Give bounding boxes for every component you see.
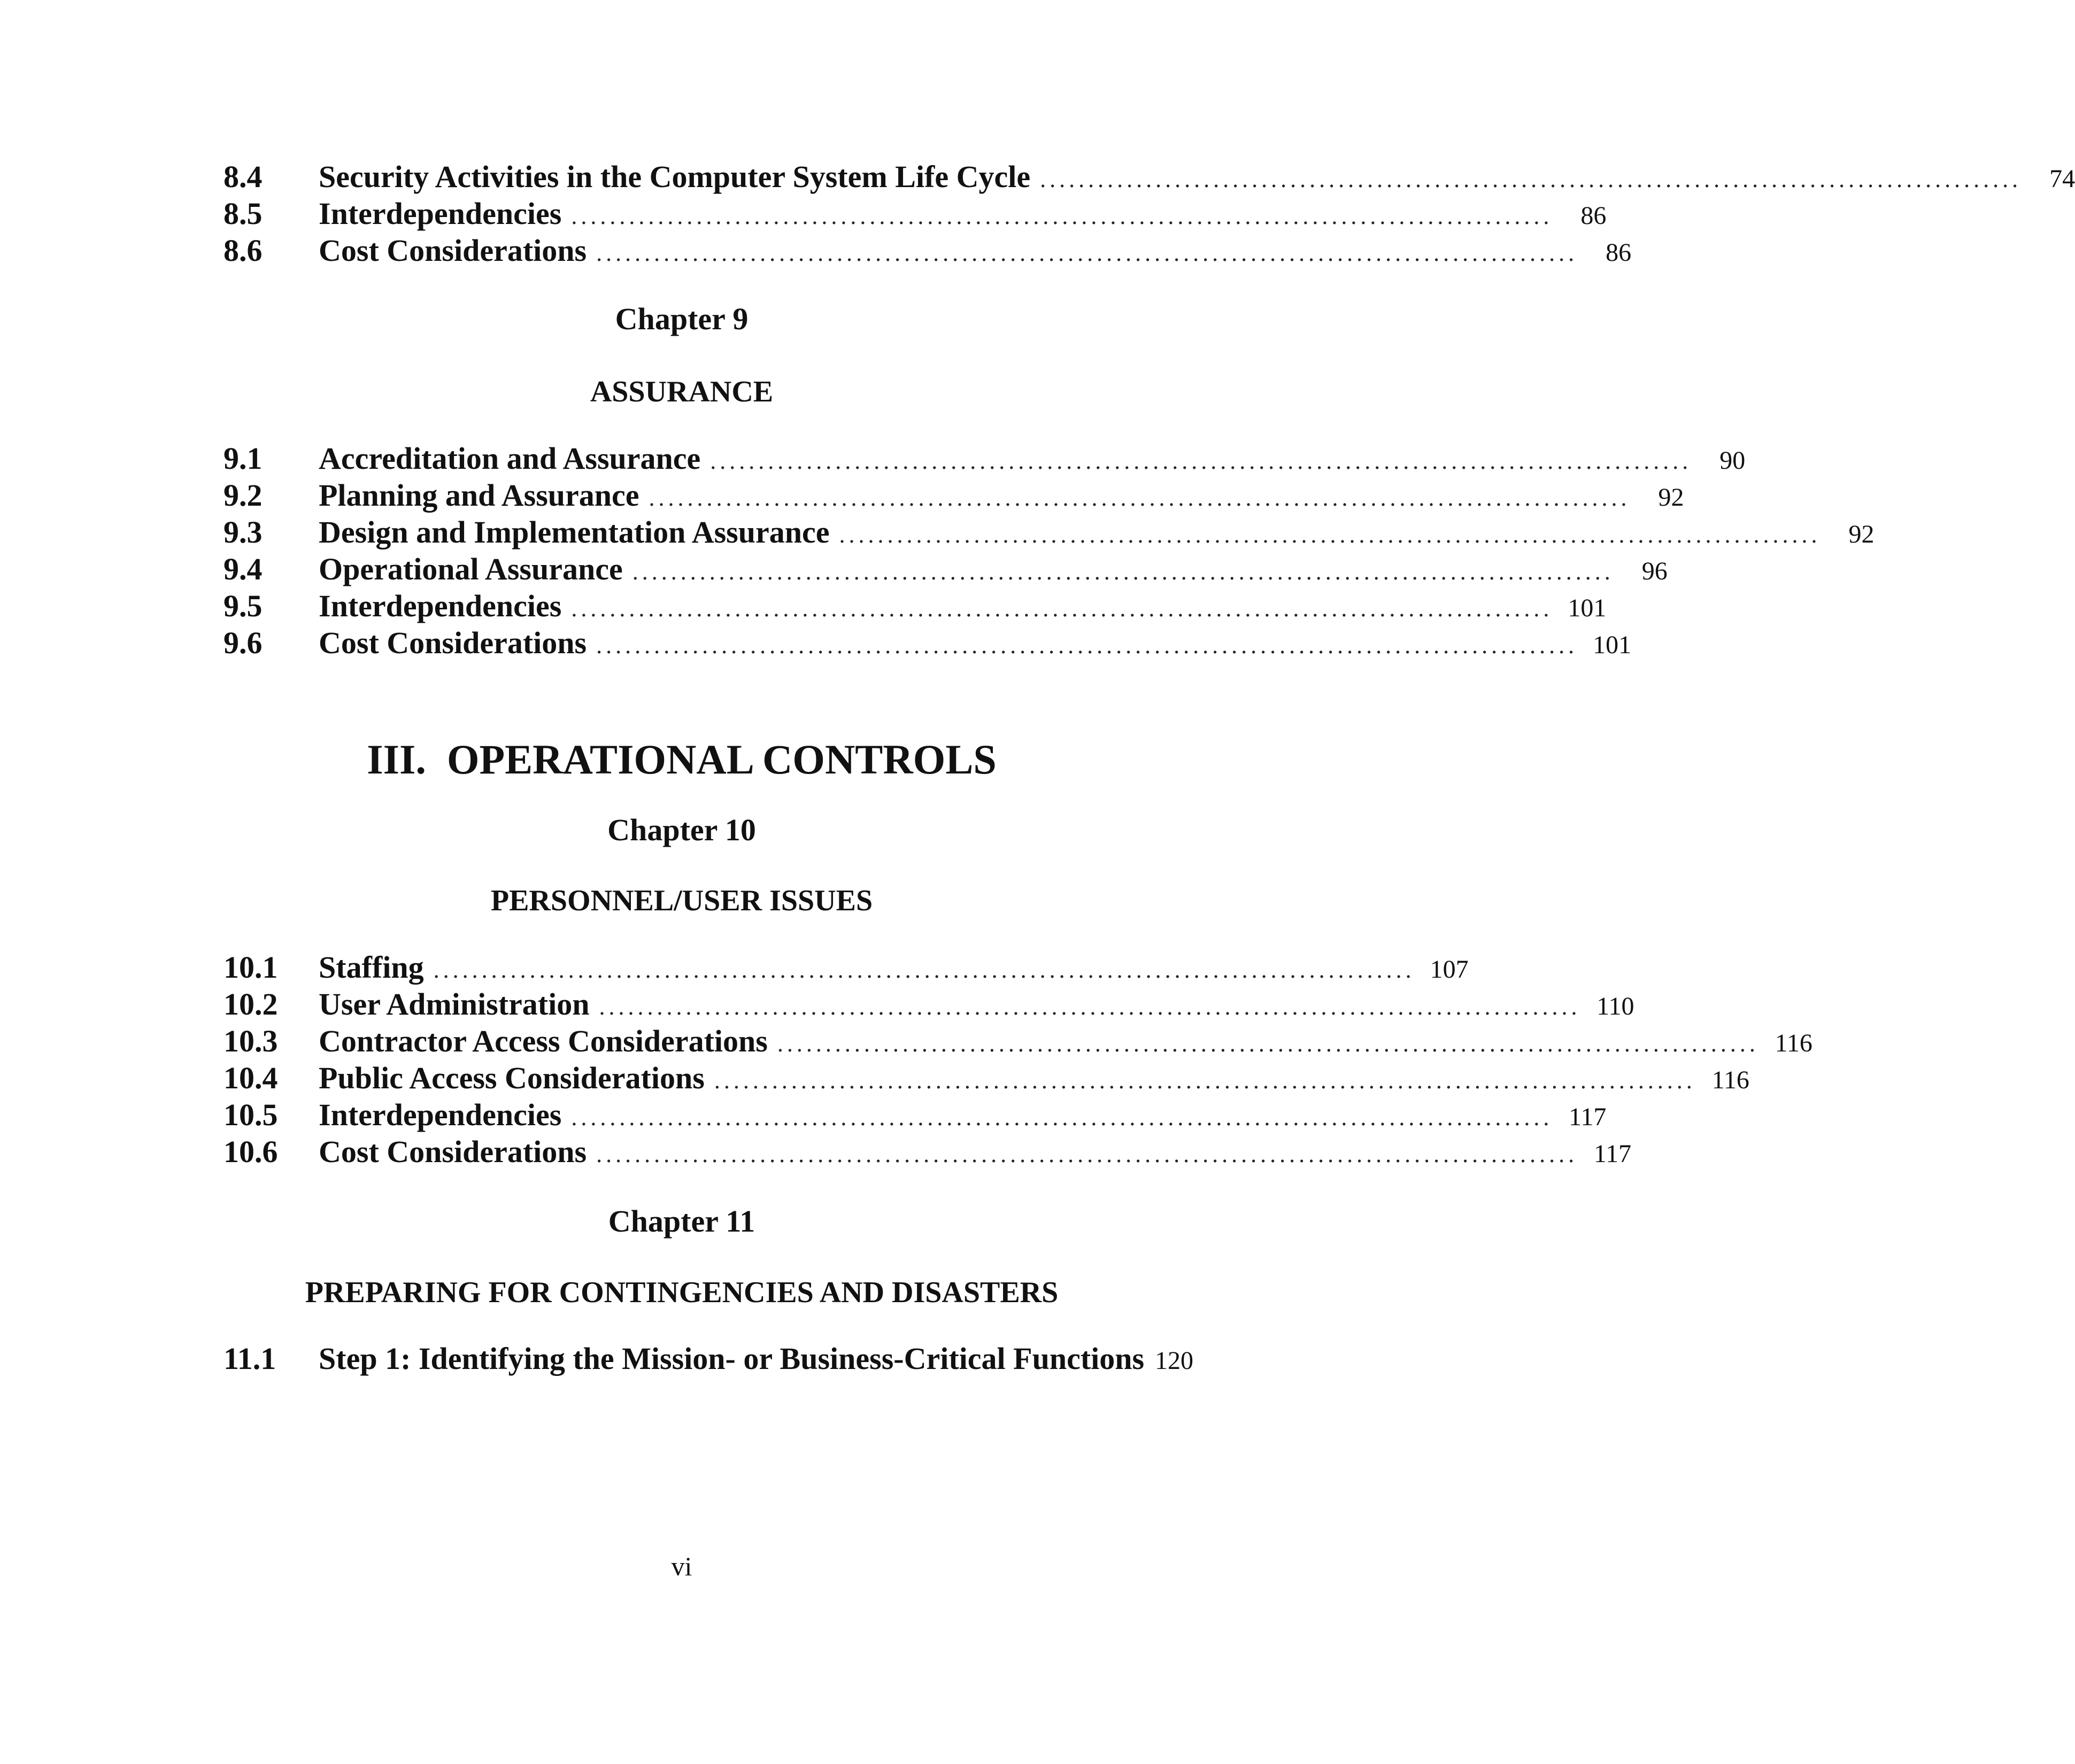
section-number: 9.1 [223, 441, 263, 476]
section-number: 10.4 [223, 1061, 278, 1095]
section-number: 8.6 [223, 233, 263, 268]
dot-leader: ...................................................................................................... [632, 559, 1614, 585]
dot-leader: ...................................................................................................... [1040, 166, 2022, 192]
section-title: Interdependencies [319, 589, 562, 623]
page-ref: 86 [1580, 202, 1607, 230]
page-ref: 117 [1569, 1103, 1607, 1131]
section-title: Accreditation and Assurance [319, 441, 701, 476]
dot-leader: ...................................................................................................... [433, 957, 1415, 983]
section-title: Interdependencies [319, 196, 562, 231]
page-ref: 96 [1641, 557, 1668, 585]
section-number: 9.5 [223, 589, 263, 623]
page-ref: 101 [1568, 594, 1607, 622]
section-number: 10.2 [223, 987, 278, 1022]
section-title: Planning and Assurance [319, 478, 639, 513]
dot-leader: ...................................................................................................... [596, 240, 1578, 266]
page-ref: 86 [1606, 238, 1632, 267]
toc-entry-9-1[interactable] [223, 440, 1746, 477]
section-title: Cost Considerations [319, 233, 587, 268]
page-number: vi [671, 1551, 692, 1581]
section-title: Cost Considerations [319, 1134, 587, 1169]
toc-entry-8-5[interactable] [223, 195, 1607, 233]
toc-entry-9-6[interactable] [223, 624, 1632, 662]
section-number: 8.5 [223, 196, 263, 231]
section-number: 9.6 [223, 625, 263, 660]
toc-entry-8-6[interactable] [223, 232, 1632, 269]
toc-entry-10-3[interactable] [223, 1023, 1812, 1060]
section-title: User Administration [319, 987, 590, 1022]
page-ref: 110 [1596, 992, 1634, 1020]
section-number: 11.1 [223, 1341, 276, 1376]
dot-leader: ...................................................................................................... [649, 485, 1631, 511]
dot-leader: ...................................................................................................... [596, 632, 1578, 659]
page-ref: 101 [1593, 631, 1632, 659]
page-ref: 116 [1775, 1029, 1812, 1057]
page-ref: 90 [1719, 446, 1746, 475]
dot-leader: ...................................................................................................... [710, 448, 1692, 474]
section-title: Security Activities in the Computer System Life Cycle [319, 159, 1031, 194]
page-ref: 107 [1430, 955, 1469, 984]
section-title: Public Access Considerations [319, 1061, 705, 1095]
section-title: Step 1: Identifying the Mission- or Business-Critical Functions [319, 1341, 1145, 1376]
section-number: 9.2 [223, 478, 263, 513]
dot-leader: ...................................................................................................... [571, 595, 1553, 622]
toc-entry-9-2[interactable] [223, 477, 1684, 514]
page-ref: 116 [1711, 1066, 1749, 1094]
section-title: Cost Considerations [319, 625, 587, 660]
dot-leader: ...................................................................................................... [599, 994, 1581, 1020]
toc-entry-10-5[interactable] [223, 1096, 1607, 1134]
dot-leader: ...................................................................................................... [714, 1067, 1696, 1094]
page-ref: 117 [1593, 1140, 1632, 1168]
toc-entry-8-4[interactable] [223, 158, 2075, 196]
section-number: 8.4 [223, 159, 263, 194]
dot-leader: ...................................................................................................... [571, 1104, 1553, 1131]
toc-entry-11-1[interactable] [223, 1340, 1193, 1378]
dot-leader: ...................................................................................................... [596, 1141, 1578, 1167]
toc-entry-9-3[interactable] [223, 514, 1875, 551]
dot-leader: ...................................................................................................... [777, 1031, 1759, 1057]
section-title: Staffing [319, 950, 424, 985]
toc-entry-9-5[interactable] [223, 587, 1607, 625]
section-title: Operational Assurance [319, 552, 623, 586]
dot-leader: ...................................................................................................... [571, 203, 1553, 229]
toc-entry-10-2[interactable] [223, 986, 1634, 1023]
page-ref: 120 [1155, 1347, 1193, 1375]
section-number: 9.3 [223, 515, 263, 550]
page-ref: 92 [1658, 483, 1684, 512]
part-3-title: III. OPERATIONAL CONTROLS [367, 736, 997, 783]
page-ref: 74 [2049, 165, 2075, 193]
section-number: 10.1 [223, 950, 278, 985]
dot-leader: ...................................................................................................... [839, 522, 1821, 548]
chapter-11-title: PREPARING FOR CONTINGENCIES AND DISASTERS [305, 1276, 1059, 1309]
toc-entry-10-4[interactable] [223, 1059, 1749, 1097]
section-number: 9.4 [223, 552, 263, 586]
chapter-10-title: PERSONNEL/USER ISSUES [490, 884, 873, 917]
toc-entry-10-6[interactable] [223, 1133, 1632, 1171]
section-number: 10.3 [223, 1024, 278, 1058]
section-number: 10.5 [223, 1097, 278, 1132]
chapter-10-label: Chapter 10 [607, 813, 756, 847]
section-title: Interdependencies [319, 1097, 562, 1132]
section-title: Design and Implementation Assurance [319, 515, 830, 550]
chapter-9-label: Chapter 9 [615, 301, 749, 336]
section-number: 10.6 [223, 1134, 278, 1169]
toc-entry-9-4[interactable] [223, 551, 1668, 588]
chapter-9-title: ASSURANCE [590, 375, 774, 408]
toc-entry-10-1[interactable] [223, 949, 1469, 986]
page-ref: 92 [1848, 520, 1875, 548]
section-title: Contractor Access Considerations [319, 1024, 768, 1058]
chapter-11-label: Chapter 11 [608, 1204, 755, 1239]
